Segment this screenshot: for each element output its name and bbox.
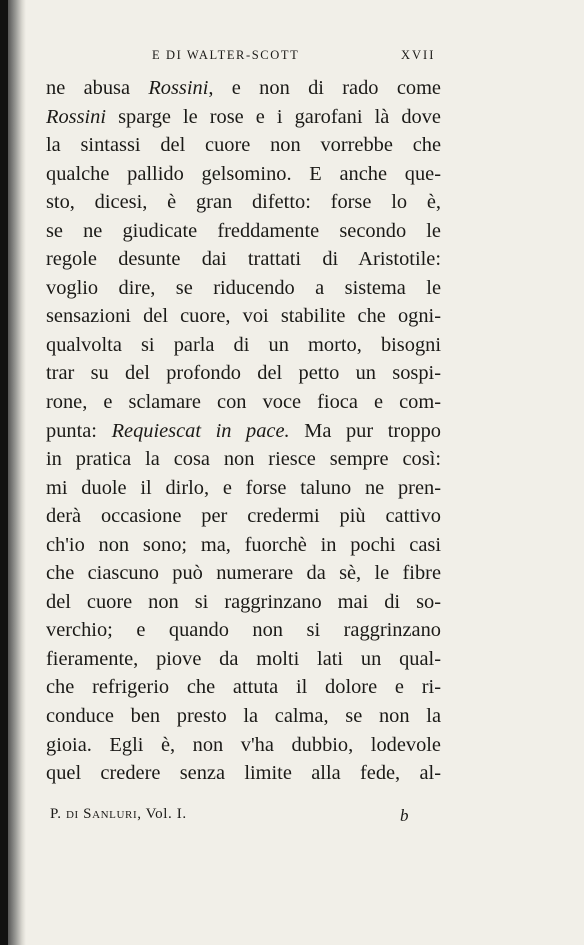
text-run: trar su del profondo del petto un sospi- — [46, 362, 441, 385]
signature-prefix: P. — [50, 806, 66, 822]
text-run: Ma pur troppo — [289, 419, 441, 442]
text-run: sparge le rose e i garofani là dove — [106, 105, 441, 128]
text-run: conduce ben presto la calma, se non la — [46, 705, 441, 728]
text-line — [46, 302, 441, 331]
text-run: ne abusa — [46, 77, 149, 99]
text-line — [46, 474, 441, 503]
text-line — [46, 74, 441, 103]
text-line — [46, 217, 441, 246]
text-run: , e non di rado come — [208, 77, 441, 99]
italic-text: Rossini — [46, 105, 107, 128]
italic-text: Requiescat in pace. — [111, 419, 290, 442]
text-line — [46, 245, 441, 274]
signature-mark: b — [400, 806, 409, 825]
text-line — [46, 274, 441, 303]
text-line — [46, 673, 441, 702]
text-run: se ne giudicate freddamente secondo le — [46, 219, 441, 242]
text-run: quel credere senza limite alla fede, al- — [46, 762, 441, 785]
text-line — [46, 131, 441, 160]
text-run: che refrigerio che attuta il dolore e ri- — [46, 676, 441, 699]
text-run: che ciascuno può numerare da sè, le fibre — [46, 562, 441, 585]
text-line — [46, 702, 441, 731]
text-run: la sintassi del cuore non vorrebbe che — [46, 134, 441, 157]
signature-suffix: , Vol. I. — [137, 806, 187, 822]
text-line — [46, 616, 441, 645]
book-binding-edge — [0, 0, 8, 945]
text-line — [46, 103, 441, 132]
text-line — [46, 531, 441, 560]
text-run: sto, dicesi, è gran difetto: forse lo è, — [46, 191, 441, 214]
text-line — [46, 559, 441, 588]
text-line — [46, 645, 441, 674]
text-line — [46, 331, 441, 360]
page-number: XVII — [401, 48, 436, 62]
running-head — [0, 48, 584, 70]
text-run: mi duole il dirlo, e forse taluno ne pren- — [46, 476, 441, 499]
text-run: in pratica la cosa non riesce sempre così: — [46, 448, 441, 471]
text-run: derà occasione per credermi più cattivo — [46, 505, 441, 528]
text-run: regole desunte dai trattati di Aristotile: — [46, 248, 441, 271]
text-line — [46, 417, 441, 446]
text-run: verchio; e quando non si raggrinzano — [46, 619, 441, 642]
text-run: qualche pallido gelsomino. E anche que- — [46, 162, 441, 185]
text-run: gioia. Egli è, non v'ha dubbio, lodevole — [46, 733, 441, 756]
text-line — [46, 388, 441, 417]
text-line — [46, 759, 441, 788]
text-line — [46, 588, 441, 617]
text-line — [46, 731, 441, 760]
text-line — [46, 502, 441, 531]
italic-text: Rossini — [148, 77, 209, 99]
text-line — [46, 160, 441, 189]
text-run: sensazioni del cuore, voi stabilite che ogni- — [46, 305, 441, 328]
text-run: fieramente, piove da molti lati un qual- — [46, 647, 441, 670]
running-title: E DI WALTER-SCOTT — [152, 48, 300, 62]
signature-smallcaps: di Sanluri — [65, 806, 138, 822]
text-line — [46, 445, 441, 474]
text-run: voglio dire, se riducendo a sistema le — [46, 276, 441, 299]
text-run: punta: — [46, 419, 112, 442]
text-line — [46, 188, 441, 217]
text-run: qualvolta si parla di un morto, bisogni — [46, 333, 441, 356]
text-run: ch'io non sono; ma, fuorchè in pochi casi — [46, 533, 441, 556]
text-run: del cuore non si raggrinzano mai di so- — [46, 590, 441, 613]
text-line — [46, 359, 441, 388]
printer-signature — [50, 806, 187, 823]
text-run: rone, e sclamare con voce fioca e com- — [46, 391, 441, 414]
body-text — [46, 74, 441, 788]
